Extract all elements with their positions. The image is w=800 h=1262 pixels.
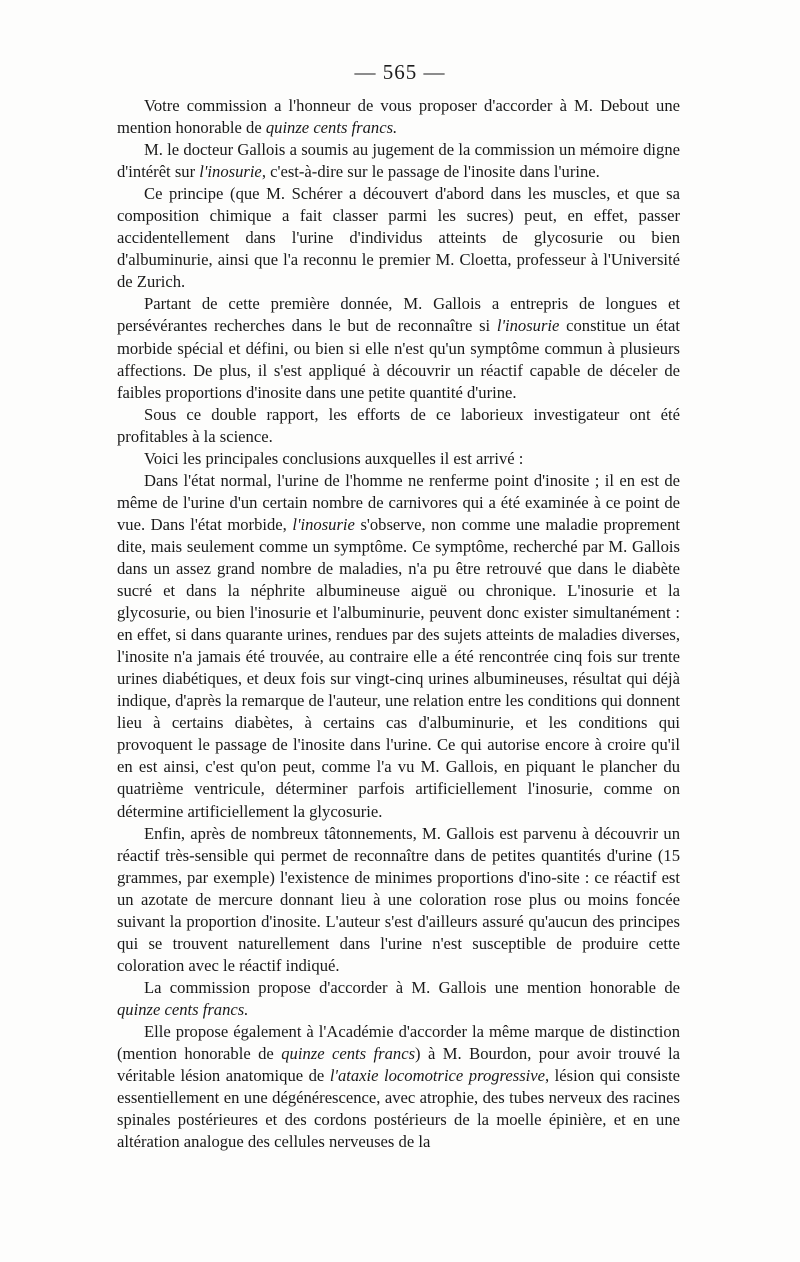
paragraph	[117, 139, 680, 183]
body-text	[117, 95, 680, 1153]
italic-text: l'inosurie	[292, 514, 355, 534]
paragraph-text: , lésion qui consiste essentiellement en une dégénérescence, avec atrophie, des tubes nerveux des racines spinales postérieures et des cordons postérieurs de la moelle épinière, et en une altération analogue des cellules nerveuses de la	[117, 1066, 680, 1152]
paragraph-text: Partant de cette première donnée, M. Gallois a entrepris de longues et persévérantes recherches dans le but de reconnaître si	[117, 294, 680, 336]
paragraph-text: Sous ce double rapport, les efforts de ce laborieux investigateur ont été profitables à la science.	[117, 404, 680, 446]
paragraph-text: Ce principe (que M. Schérer a découvert d'abord dans les muscles, et que sa composition chimique a fait classer parmi les sucres) peut, en effet, passer accidentellement dans l'urine d'individus atteints de glycosurie ou bien d'albuminurie, ainsi que l'a reconnu le premier M. Cloetta, professeur à l'Université de Zurich.	[117, 184, 680, 292]
paragraph	[117, 823, 680, 977]
paragraph	[117, 977, 680, 1021]
paragraph	[117, 470, 680, 823]
paragraph-text: s'observe, non comme une maladie proprement dite, mais seulement comme un symptôme. Ce symptôme, recherché par M. Gallois dans un assez grand nombre de maladies, n'a pu être retrouvé que dans le diabète sucré et dans la néphrite albumineuse aiguë ou chronique. L'inosurie et la glycosurie, ou bien l'inosurie et l'albuminurie, peuvent donc exister simultanément : en effet, si dans quarante urines, rendues par des sujets atteints de maladies diverses, l'inosite n'a jamais été trouvée, au contraire elle a été rencontrée cinq fois sur trente urines diabétiques, et deux fois sur vingt-cinq urines albumineuses, résultat qui déjà indique, d'après la remarque de l'auteur, une relation entre les conditions qui donnent lieu à certains diabètes, à certains cas d'albuminurie, et les conditions qui provoquent le passage de l'inosite dans l'urine. Ce qui autorise encore à croire qu'il en est ainsi, c'est qu'on peut, comme l'a vu M. Gallois, en piquant le plancher du quatrième ventricule, déterminer parfois artificiellement l'inosurie, comme on détermine artificiellement la glycosurie.	[117, 514, 680, 821]
italic-text: l'inosurie	[199, 162, 262, 182]
paragraph-text: ) à M. Bourdon, pour avoir trouvé la véritable lésion anatomique de	[117, 1044, 680, 1086]
paragraph	[117, 293, 680, 403]
paragraph	[117, 448, 680, 470]
page-number: — 565 —	[354, 60, 446, 84]
paragraph	[117, 95, 680, 139]
paragraph-text: M. le docteur Gallois a soumis au jugement de la commission un mémoire digne d'intérêt sur	[117, 140, 680, 182]
paragraph	[117, 404, 680, 448]
paragraph-text: Dans l'état normal, l'urine de l'homme ne renferme point d'inosite ; il en est de même de l'urine d'un certain nombre de carnivores qui a été examinée à ce point de vue. Dans l'état morbide,	[117, 470, 680, 534]
paragraph-text: Votre commission a l'honneur de vous proposer d'accorder à M. Debout une mention honorable de	[117, 96, 680, 138]
paragraph-text: Elle propose également à l'Académie d'accorder la même marque de distinction (mention honorable de	[117, 1021, 680, 1064]
paragraph-text: Voici les principales conclusions auxquelles il est arrivé :	[144, 448, 524, 468]
italic-text: l'ataxie locomotrice progressive	[329, 1066, 545, 1086]
paragraph-text: , c'est-à-dire sur le passage de l'inosite dans l'urine.	[261, 162, 600, 182]
paragraph	[117, 1021, 680, 1153]
italic-text: l'inosurie	[496, 316, 560, 336]
paragraph	[117, 183, 680, 293]
paragraph-text: Enfin, après de nombreux tâtonnements, M. Gallois est parvenu à découvrir un réactif très-sensible qui permet de reconnaître dans de petites quantités d'urine (15 grammes, par exemple) l'existence de minimes proportions d'ino-site : ce réactif est un azotate de mercure donnant lieu à une coloration rose plus ou moins foncée suivant la proportion d'inosite. L'auteur s'est d'ailleurs assuré qu'aucun des principes qui se trouvent naturellement dans l'urine n'est susceptible de produire cette coloration avec le réactif indiqué.	[117, 823, 680, 975]
paragraph-text: constitue un état morbide spécial et défini, ou bien si elle n'est qu'un symptôme commun à plusieurs affections. De plus, il s'est appliqué à découvrir un réactif capable de déceler de faibles proportions d'inosite dans une petite quantité d'urine.	[117, 316, 681, 402]
italic-text: quinze cents francs	[281, 1044, 416, 1064]
italic-text: quinze cents francs.	[265, 118, 398, 138]
paragraph-text: La commission propose d'accorder à M. Gallois une mention honorable de	[144, 977, 680, 997]
italic-text: quinze cents francs.	[117, 999, 249, 1019]
